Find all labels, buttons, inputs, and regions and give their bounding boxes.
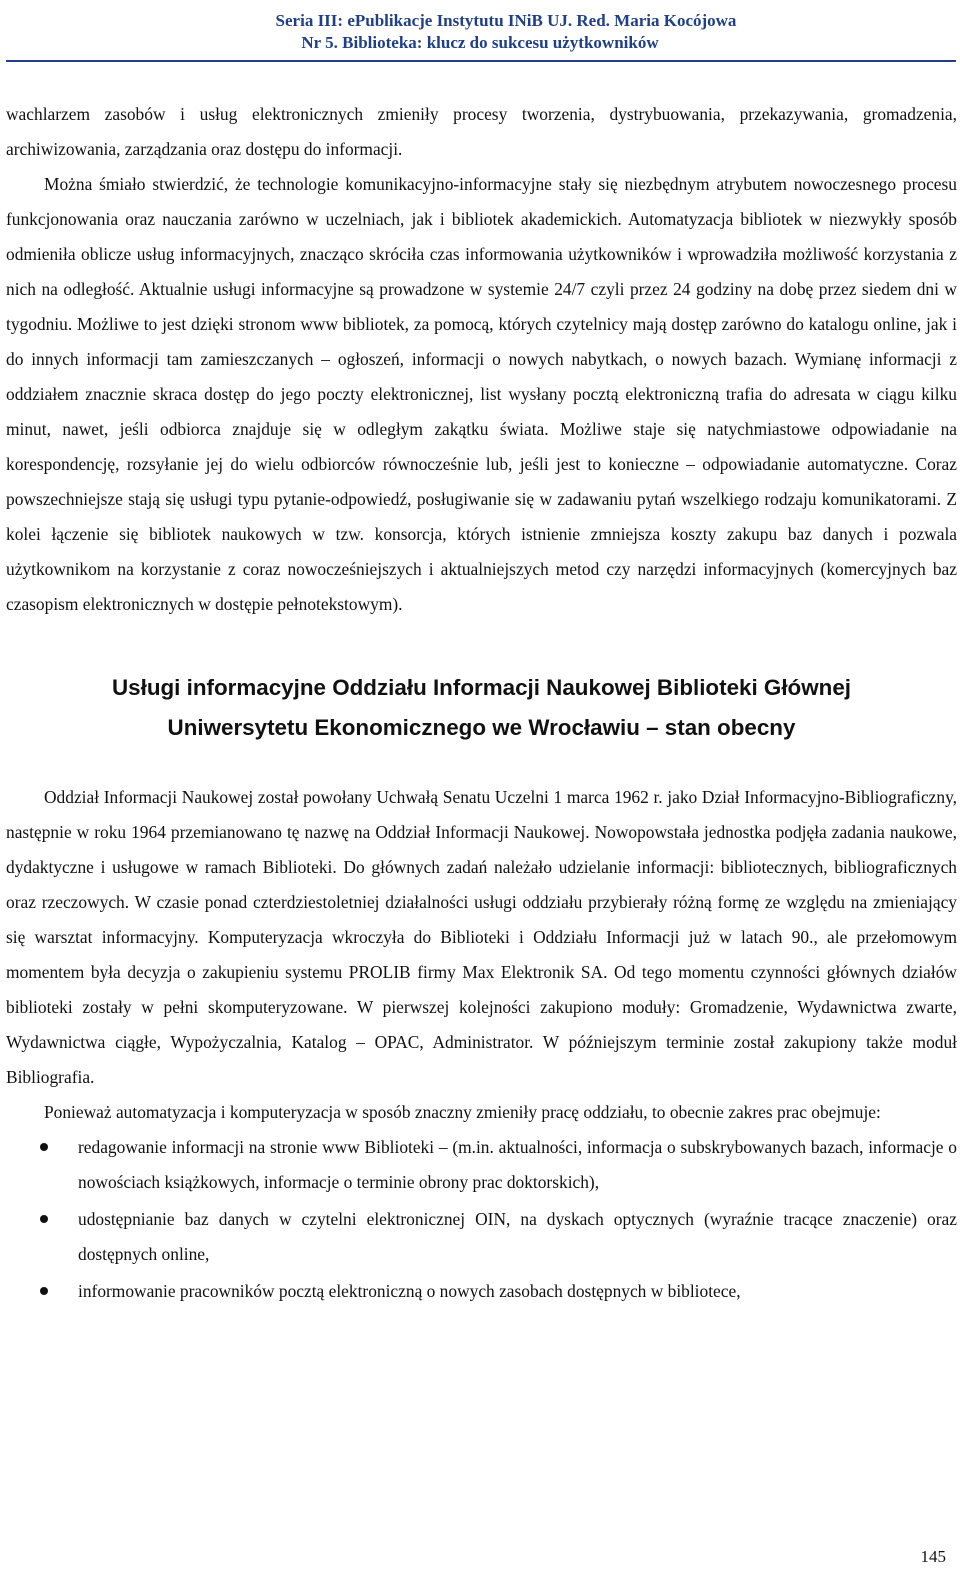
paragraph-continued: wachlarzem zasobów i usług elektronicznych zmieniły procesy tworzenia, dystrybuowania, przekazywania, gromadzenia, archiwizowania, zarządzania oraz dostępu do informacji. — [6, 104, 957, 159]
paragraph-scope-intro: Ponieważ automatyzacja i komputeryzacja w sposób znaczny zmieniły pracę oddziału, to obecnie zakres prac obejmuje: — [44, 1102, 881, 1122]
header-divider — [6, 60, 956, 62]
section-heading-line1: Usługi informacyjne Oddziału Informacji Naukowej Biblioteki Głównej — [111, 675, 851, 700]
page-number: 145 — [920, 1547, 946, 1566]
spacer — [6, 622, 957, 668]
paragraph-oin-history: Oddział Informacji Naukowej został powołany Uchwałą Senatu Uczelni 1 marca 1962 r. jako Dział Informacyjno-Bibliograficzny, następnie w roku 1964 przemianowano tę nazwę na Oddział Informacji Naukowej. Nowopowstała jednostka podjęła zadania naukowe, dydaktyczne i usługowe w ramach Biblioteki. Do głównych zadań należało udzielanie informacji: bibliotecznych, bibliograficznych oraz rzeczowych. W czasie ponad czterdziestoletniej działalności usługi oddziału przybierały różną formę ze względu na zmieniający się warsztat informacyjny. Komputeryzacja wkroczyła do Biblioteki i Oddziału Informacji już w latach 90., ale przełomowym momentem była decyzja o zakupieniu systemu PROLIB firmy Max Elektronik SA. Od tego momentu czynności głównych działów biblioteki zostały w pełni skomputeryzowane. W pierwszej kolejności zakupiono moduły: Gromadzenie, Wydawnictwa zwarte, Wydawnictwa ciągłe, Wypożyczalnia, Katalog – OPAC, Administrator. W późniejszym terminie został zakupiony także moduł Bibliografia. — [6, 787, 957, 1087]
running-header — [0, 10, 960, 54]
bullet-icon — [40, 1143, 48, 1151]
list-item — [6, 1274, 957, 1309]
document-body — [6, 97, 957, 1311]
list-item — [6, 1202, 957, 1272]
scope-list — [6, 1130, 957, 1309]
paragraph-ict-automation: Można śmiało stwierdzić, że technologie komunikacyjno-informacyjne stały się niezbędnym atrybutem nowoczesnego procesu funkcjonowania oraz nauczania zarówno w uczelniach, jak i bibliotek akademickich. Automatyzacja bibliotek w niezwykły sposób odmieniła oblicze usług informacyjnych, znacząco skróciła czas informowania użytkowników i wprowadziła możliwość korzystania z nich na odległość. Aktualnie usługi informacyjne są prowadzone w systemie 24/7 czyli przez 24 godziny na dobę przez siedem dni w tygodniu. Możliwe to jest dzięki stronom www bibliotek, za pomocą, których czytelnicy mają dostęp zarówno do katalogu online, jak i do innych informacji tam zamieszczanych – ogłoszeń, informacji o nowych nabytkach, o nowych bazach. Wymianę informacji z oddziałem znacznie skraca dostęp do jego poczty elektronicznej, list wysłany pocztą elektroniczną trafia do adresata w ciągu kilku minut, nawet, jeśli odbiorca znajduje się w odległym zakątku świata. Możliwe staje się natychmiastowe odpowiadanie na korespondencję, rozsyłanie jej do wielu odbiorców równocześnie lub, jeśli jest to konieczne – odpowiadanie automatyczne. Coraz powszechniejsze stają się usługi typu pytanie-odpowiedź, posługiwanie się w zadawaniu pytań wszelkiego rodzaju komunikatorami. Z kolei łączenie się bibliotek naukowych w tzw. konsorcja, których istnienie zmniejsza koszty zakupu baz danych i pozwala użytkownikom na korzystanie z coraz nowocześniejszych i aktualniejszych metod czy narzędzi informacyjnych (komercyjnych baz czasopism elektronicznych w dostępie pełnotekstowym). — [6, 174, 957, 614]
section-heading-line2: Uniwersytetu Ekonomicznego we Wrocławiu – stan obecny — [167, 715, 796, 740]
list-item — [6, 1130, 957, 1200]
list-item-text: redagowanie informacji na stronie www Biblioteki – (m.in. aktualności, informacja o subskrybowanych bazach, informacje o nowościach książkowych, informacje o terminie obrony prac doktorskich), — [78, 1137, 957, 1192]
bullet-icon — [40, 1287, 48, 1295]
list-item-text: udostępnianie baz danych w czytelni elektronicznej OIN, na dyskach optycznych (wyraźnie tracące znaczenie) oraz dostępnych online, — [78, 1209, 957, 1264]
bullet-icon — [40, 1215, 48, 1223]
volume-title: Nr 5. Biblioteka: klucz do sukcesu użytkowników — [301, 33, 659, 52]
list-item-text: informowanie pracowników pocztą elektroniczną o nowych zasobach dostępnych w bibliotece, — [78, 1281, 741, 1301]
spacer — [6, 748, 957, 780]
series-title: Seria III: ePublikacje Instytutu INiB UJ. Red. Maria Kocójowa — [275, 11, 737, 30]
section-heading — [6, 668, 957, 748]
